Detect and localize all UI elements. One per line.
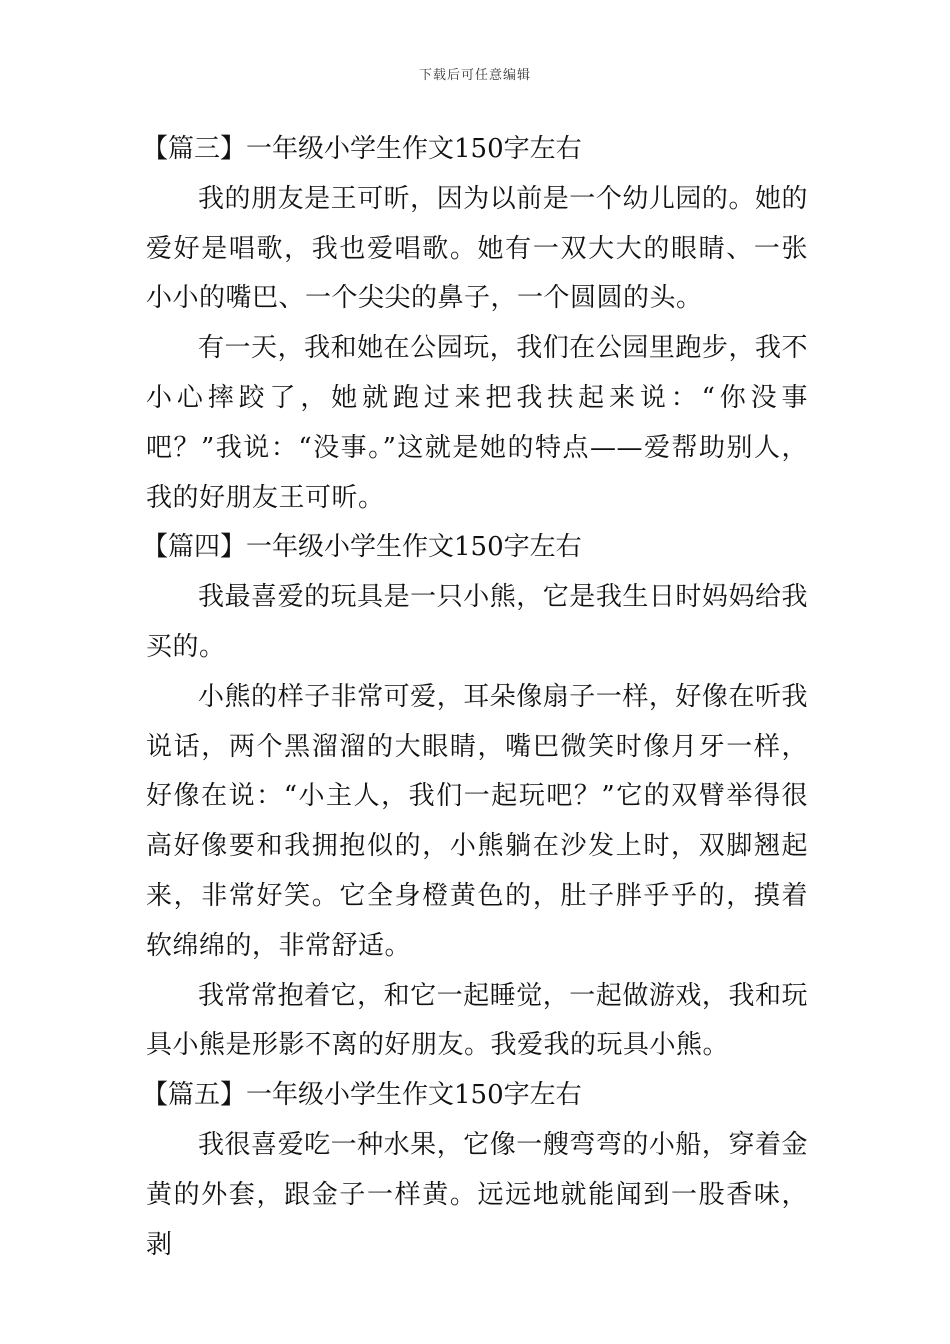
- paragraph: 有一天，我和她在公园玩，我们在公园里跑步，我不小心摔跤了，她就跑过来把我扶起来说：“你没事吧？”我说：“没事。”这就是她的特点——爱帮助别人，我的好朋友王可昕。: [146, 333, 808, 513]
- section-5: [142, 1071, 808, 1270]
- paragraph: 我的朋友是王可昕，因为以前是一个幼儿园的。她的爱好是唱歌，我也爱唱歌。她有一双大大的眼睛、一张小小的嘴巴、一个尖尖的鼻子，一个圆圆的头。: [146, 183, 808, 314]
- section-title: 【篇三】一年级小学生作文150字左右: [142, 134, 582, 164]
- paragraph: 我最喜爱的玩具是一只小熊，它是我生日时妈妈给我买的。: [146, 582, 808, 662]
- page-header-note: 下载后可任意编辑: [418, 68, 531, 83]
- paragraph: 我常常抱着它，和它一起睡觉，一起做游戏，我和玩具小熊是形影不离的好朋友。我爱我的玩具小熊。: [146, 980, 808, 1061]
- paragraph: 小熊的样子非常可爱，耳朵像扇子一样，好像在听我说话，两个黑溜溜的大眼睛，嘴巴微笑时像月牙一样，好像在说：“小主人，我们一起玩吧？”它的双臂举得很高好像要和我拥抱似的，小熊躺在沙发上时，双脚翘起来，非常好笑。它全身橙黄色的，肚子胖乎乎的，摸着软绵绵的，非常舒适。: [146, 681, 808, 961]
- paragraph: 我很喜爱吃一种水果，它像一艘弯弯的小船，穿着金黄的外套，跟金子一样黄。远远地就能闻到一股香味，剥: [146, 1129, 808, 1260]
- section-title: 【篇四】一年级小学生作文150字左右: [142, 532, 582, 563]
- section-3: [142, 125, 808, 523]
- section-title: 【篇五】一年级小学生作文150字左右: [142, 1080, 582, 1111]
- document-body: [142, 125, 808, 1270]
- section-4: [142, 523, 808, 1071]
